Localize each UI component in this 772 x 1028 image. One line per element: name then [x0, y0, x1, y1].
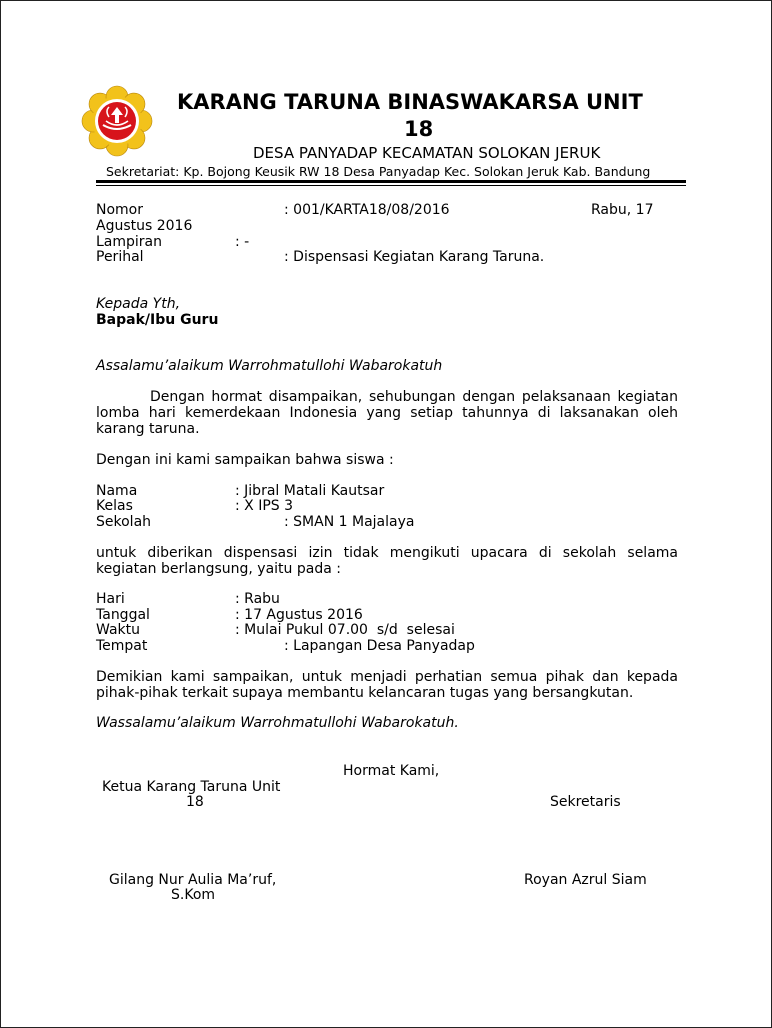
letterhead-divider-thick — [96, 180, 686, 183]
perihal-value: : Dispensasi Kegiatan Karang Taruna. — [284, 249, 545, 265]
body-paragraph-4: Demikian kami sampaikan, untuk menjadi perhatian semua pihak dan kepada pihak-pihak terkait supaya membantu kelancaran tugas yang bersangkutan. — [96, 669, 678, 701]
perihal-label: Perihal — [96, 249, 144, 265]
lampiran-label: Lampiran — [96, 234, 163, 250]
tempat-label: Tempat — [96, 638, 148, 654]
organization-location: DESA PANYADAP KECAMATAN SOLOKAN JERUK — [253, 144, 601, 162]
waktu-value: : Mulai Pukul 07.00 s/d selesai — [235, 622, 455, 638]
hari-value: : Rabu — [235, 591, 280, 607]
tanggal-value: : 17 Agustus 2016 — [235, 607, 363, 623]
nomor-label: Nomor — [96, 202, 143, 218]
recipient-name: Bapak/Ibu Guru — [96, 312, 219, 328]
chairman-degree: S.Kom — [171, 887, 216, 903]
lampiran-value: : - — [235, 234, 250, 250]
kelas-label: Kelas — [96, 498, 133, 514]
karang-taruna-emblem-icon — [81, 85, 153, 157]
letter-date-part1: Rabu, 17 — [591, 202, 654, 218]
letterhead-divider-thin — [96, 185, 686, 186]
nama-value: : Jibral Matali Kautsar — [235, 483, 385, 499]
chairman-title: Ketua Karang Taruna Unit — [102, 779, 281, 795]
closing-greeting: Wassalamu’alaikum Warrohmatullohi Wabarokatuh. — [96, 715, 459, 731]
sekolah-label: Sekolah — [96, 514, 152, 530]
hari-label: Hari — [96, 591, 125, 607]
tanggal-label: Tanggal — [96, 607, 150, 623]
secretary-title: Sekretaris — [550, 794, 621, 810]
body-paragraph-1: Dengan hormat disampaikan, sehubungan dengan pelaksanaan kegiatan lomba hari kemerdekaan Indonesia yang setiap tahunnya di laksanakan oleh karang taruna. — [96, 389, 678, 437]
letter-date-part2: Agustus 2016 — [96, 218, 193, 234]
opening-greeting: Assalamu’alaikum Warrohmatullohi Wabarokatuh — [96, 358, 443, 374]
tempat-value: : Lapangan Desa Panyadap — [284, 638, 475, 654]
chairman-name: Gilang Nur Aulia Ma’ruf, — [109, 872, 277, 888]
body-paragraph-3: untuk diberikan dispensasi izin tidak mengikuti upacara di sekolah selama kegiatan berlangsung, yaitu pada : — [96, 545, 678, 577]
body-paragraph-2: Dengan ini kami sampaikan bahwa siswa : — [96, 452, 394, 468]
kelas-value: : X IPS 3 — [235, 498, 294, 514]
nomor-value: : 001/KARTA18/08/2016 — [284, 202, 450, 218]
secretary-name: Royan Azrul Siam — [524, 872, 647, 888]
waktu-label: Waktu — [96, 622, 140, 638]
nama-label: Nama — [96, 483, 138, 499]
chairman-title-unit: 18 — [186, 794, 204, 810]
sekolah-value: : SMAN 1 Majalaya — [284, 514, 415, 530]
signature-hormat: Hormat Kami, — [343, 763, 440, 779]
organization-title: KARANG TARUNA BINASWAKARSA UNIT — [177, 90, 643, 114]
recipient-salutation: Kepada Yth, — [96, 296, 181, 312]
secretariat-address: Sekretariat: Kp. Bojong Keusik RW 18 Desa Panyadap Kec. Solokan Jeruk Kab. Bandung — [106, 164, 651, 179]
organization-unit-number: 18 — [404, 117, 434, 141]
